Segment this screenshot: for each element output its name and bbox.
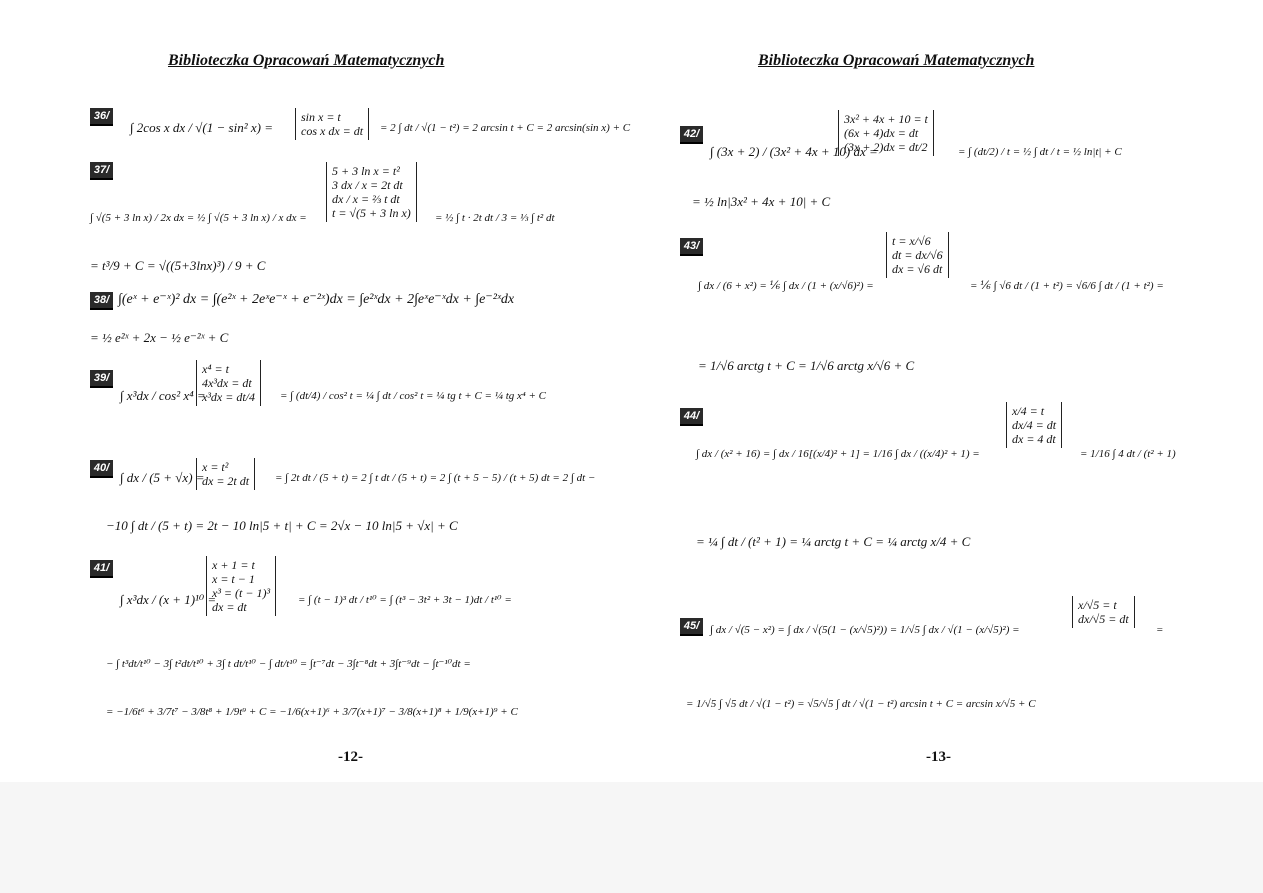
substitution-line: 3x² + 4x + 10 = t [844,112,928,126]
math-line: = ½ ln|3x² + 4x + 10| + C [692,194,831,209]
substitution-line: cos x dx = dt [301,124,364,138]
substitution-box [295,108,369,140]
substitution-box [838,110,934,156]
math-line: = [1156,624,1164,636]
substitution-box [1072,596,1135,628]
substitution-box [196,458,255,490]
math-line: = ∫ (t − 1)³ dt / t¹⁰ = ∫ (t³ − 3t² + 3t − 1)dt / t¹⁰ = [298,594,512,606]
substitution-line: dx = 2t dt [202,474,250,488]
substitution-box [196,360,261,406]
problem-number-badge: 36/ [90,108,113,126]
math-line: = ∫ (dt/2) / t = ½ ∫ dt / t = ½ ln|t| + C [958,146,1122,158]
math-line: = 1/√5 ∫ √5 dt / √(1 − t²) = √5/√5 ∫ dt / √(1 − t²) arcsin t + C = arcsin x/√5 + C [686,698,1036,710]
math-line: ∫ √(5 + 3 ln x) / 2x dx = ½ ∫ √(5 + 3 ln x) / x dx = [90,212,307,224]
problem-number-badge: 43/ [680,238,703,256]
math-line: = 1/√6 arctg t + C = 1/√6 arctg x/√6 + C [698,358,915,373]
substitution-line: x⁴ = t [202,362,229,376]
math-line: ∫ dx / (5 + √x) = [120,470,205,485]
math-line: − ∫ t³dt/t¹⁰ − 3∫ t²dt/t¹⁰ + 3∫ t dt/t¹⁰ − ∫ dt/t¹⁰ = ∫t⁻⁷dt − 3∫t⁻⁸dt + 3∫t⁻⁹dt − ∫t⁻¹⁰dt = [106,658,471,670]
problem-number-badge: 41/ [90,560,113,578]
substitution-line: x/√5 = t [1078,598,1117,612]
substitution-line: t = x/√6 [892,234,931,248]
math-line: −10 ∫ dt / (5 + t) = 2t − 10 ln|5 + t| + C = 2√x − 10 ln|5 + √x| + C [106,518,458,533]
math-line: = ∫ (dt/4) / cos² t = ¼ ∫ dt / cos² t = ¼ tg t + C = ¼ tg x⁴ + C [280,390,547,402]
problem-number-badge: 39/ [90,370,113,388]
substitution-line: x = t − 1 [212,572,255,586]
math-line: ∫ dx / (6 + x²) = ⅙ ∫ dx / (1 + (x/√6)²) = [698,280,874,292]
math-line: = 1/16 ∫ 4 dt / (t² + 1) [1080,448,1176,460]
math-line: ∫ dx / (x² + 16) = ∫ dx / 16[(x/4)² + 1] = 1/16 ∫ dx / ((x/4)² + 1) = [696,448,980,460]
problem-number-badge: 40/ [90,460,113,478]
math-line: ∫ dx / √(5 − x²) = ∫ dx / √(5(1 − (x/√5)²)) = 1/√5 ∫ dx / √(1 − (x/√5)²) = [710,624,1020,636]
substitution-line: dx = √6 dt [892,262,943,276]
left-page [0,0,632,782]
substitution-box [206,556,276,616]
substitution-line: x/4 = t [1012,404,1045,418]
problem-number-badge: 42/ [680,126,703,144]
math-line: = ∫ 2t dt / (5 + t) = 2 ∫ t dt / (5 + t) = 2 ∫ (t + 5 − 5) / (t + 5) dt = 2 ∫ dt − [275,472,596,484]
problem-number-badge: 38/ [90,292,113,310]
math-line: = ½ ∫ t · 2t dt / 3 = ⅓ ∫ t² dt [435,212,555,224]
math-line: = −1/6t⁶ + 3/7t⁷ − 3/8t⁸ + 1/9t⁹ + C = −1/6(x+1)⁶ + 3/7(x+1)⁷ − 3/8(x+1)⁸ + 1/9(x+1)⁹ + C [106,706,518,718]
page-number: -12- [338,749,363,765]
substitution-box [326,162,417,222]
page-header: Biblioteczka Opracowań Matematycznych [168,52,445,69]
substitution-line: x³dx = dt/4 [202,390,256,404]
problem-number-badge: 45/ [680,618,703,636]
substitution-line: dx/√5 = dt [1078,612,1129,626]
math-line: = 2 ∫ dt / √(1 − t²) = 2 arcsin t + C = 2 arcsin(sin x) + C [380,122,631,134]
math-line: ∫ x³dx / cos² x⁴ = [120,388,206,403]
right-page [632,0,1263,782]
substitution-box [886,232,949,278]
substitution-line: x = t² [202,460,229,474]
problem-number-badge: 37/ [90,162,113,180]
substitution-line: dx = 4 dt [1012,432,1056,446]
substitution-line: dx/4 = dt [1012,418,1057,432]
math-line: ∫(eˣ + e⁻ˣ)² dx = ∫(e²ˣ + 2eˣe⁻ˣ + e⁻²ˣ)dx = ∫e²ˣdx + 2∫eˣe⁻ˣdx + ∫e⁻²ˣdx [118,292,515,307]
problem-number-badge: 44/ [680,408,703,426]
substitution-line: dx / x = ⅔ t dt [332,192,400,206]
math-line: = ¼ ∫ dt / (t² + 1) = ¼ arctg t + C = ¼ arctg x/4 + C [696,534,971,549]
math-line: = ⅙ ∫ √6 dt / (1 + t²) = √6/6 ∫ dt / (1 + t²) = [970,280,1164,292]
substitution-line: 3 dx / x = 2t dt [332,178,403,192]
substitution-line: x³ = (t − 1)³ [212,586,271,600]
scan-footer-band [0,782,1263,893]
substitution-line: t = √(5 + 3 ln x) [332,206,411,220]
substitution-line: (3x + 2)dx = dt/2 [844,140,928,154]
math-line: ∫ x³dx / (x + 1)¹⁰ = [120,592,217,607]
math-line: = ½ e²ˣ + 2x − ½ e⁻²ˣ + C [90,330,229,345]
substitution-line: x + 1 = t [212,558,255,572]
page-number: -13- [926,749,951,765]
page-header: Biblioteczka Opracowań Matematycznych [758,52,1035,69]
substitution-line: dx = dt [212,600,247,614]
substitution-line: (6x + 4)dx = dt [844,126,919,140]
substitution-line: dt = dx/√6 [892,248,943,262]
substitution-box [1006,402,1062,448]
math-line: = t³/9 + C = √((5+3lnx)³) / 9 + C [90,258,266,273]
math-line: ∫ (3x + 2) / (3x² + 4x + 10) dx = [710,144,878,159]
substitution-line: 5 + 3 ln x = t² [332,164,400,178]
substitution-line: 4x³dx = dt [202,376,252,390]
substitution-line: sin x = t [301,110,341,124]
math-line: ∫ 2cos x dx / √(1 − sin² x) = [130,120,273,135]
